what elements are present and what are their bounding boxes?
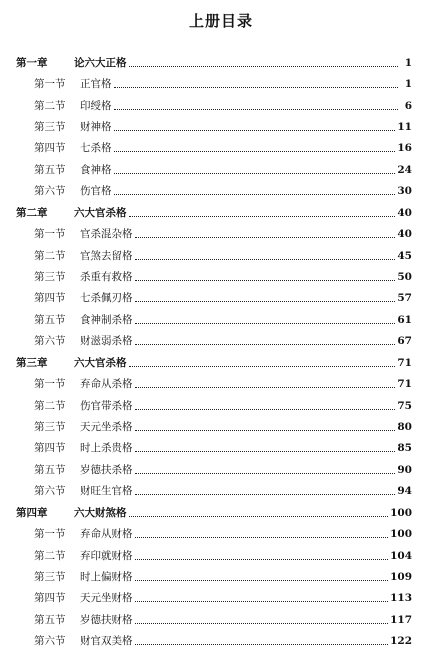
section-title: 财官双美格 — [80, 634, 133, 647]
page-number: 109 — [390, 570, 412, 583]
chapter-title: 六大财煞格 — [74, 507, 127, 519]
page-number: 85 — [397, 442, 412, 455]
page-number: 1 — [404, 57, 412, 69]
dot-leader — [135, 450, 396, 452]
toc-section-row[interactable] — [16, 566, 412, 584]
section-number: 第六节 — [34, 634, 66, 647]
section-number: 第二节 — [34, 249, 66, 262]
dot-leader — [129, 65, 399, 67]
section-title: 弃命从财格 — [80, 528, 133, 541]
page-number: 94 — [397, 484, 412, 497]
page-number: 100 — [390, 528, 412, 541]
section-number: 第二节 — [34, 549, 66, 562]
toc-section-row[interactable] — [16, 330, 412, 348]
toc-section-row[interactable] — [16, 287, 412, 305]
dot-leader — [135, 386, 396, 388]
toc-section-row[interactable] — [16, 395, 412, 413]
section-title: 财旺生官格 — [80, 484, 133, 497]
section-number: 第四节 — [34, 292, 66, 305]
chapter-title: 论六大正格 — [74, 57, 127, 69]
toc-section-row[interactable] — [16, 630, 412, 648]
dot-leader — [114, 193, 396, 195]
toc-section-row[interactable] — [16, 116, 412, 134]
toc-section-row[interactable] — [16, 73, 412, 91]
section-title: 正官格 — [80, 78, 112, 91]
page-number: 122 — [390, 634, 412, 647]
section-number: 第二节 — [34, 99, 66, 112]
page-number: 104 — [390, 549, 412, 562]
dot-leader — [135, 493, 396, 495]
page-number: 16 — [397, 142, 412, 155]
toc-chapter-row[interactable] — [16, 202, 412, 220]
toc-chapter-row[interactable] — [16, 352, 412, 370]
dot-leader — [135, 472, 396, 474]
section-title: 伤官格 — [80, 184, 112, 197]
page-number: 1 — [404, 78, 412, 91]
dot-leader — [135, 600, 389, 602]
section-number: 第四节 — [34, 442, 66, 455]
page-number: 113 — [390, 592, 412, 605]
section-title: 财神格 — [80, 120, 112, 133]
page-number: 117 — [390, 613, 412, 626]
section-title: 杀重有救格 — [80, 270, 133, 283]
toc-chapter-row[interactable] — [16, 502, 412, 520]
page-number: 67 — [397, 334, 412, 347]
dot-leader — [135, 429, 396, 431]
section-number: 第三节 — [34, 270, 66, 283]
page-number: 100 — [390, 507, 412, 519]
toc-section-row[interactable] — [16, 545, 412, 563]
dot-leader — [135, 643, 389, 645]
page-number: 30 — [397, 184, 412, 197]
page-number: 24 — [397, 163, 412, 176]
page-number: 40 — [397, 228, 412, 241]
section-title: 岁德扶财格 — [80, 613, 133, 626]
dot-leader — [135, 236, 396, 238]
toc-section-row[interactable] — [16, 180, 412, 198]
dot-leader — [135, 408, 396, 410]
toc-section-row[interactable] — [16, 373, 412, 391]
page-number: 57 — [397, 292, 412, 305]
dot-leader — [135, 322, 396, 324]
section-number: 第五节 — [34, 313, 66, 326]
page-number: 6 — [404, 99, 412, 112]
page-number: 90 — [397, 463, 412, 476]
page-number: 71 — [397, 357, 412, 369]
page-number: 75 — [397, 399, 412, 412]
section-title: 弃命从杀格 — [80, 378, 133, 391]
toc-section-row[interactable] — [16, 95, 412, 113]
section-title: 七杀佩刃格 — [80, 292, 133, 305]
section-number: 第六节 — [34, 334, 66, 347]
chapter-title: 六大官杀格 — [74, 357, 127, 369]
toc-section-row[interactable] — [16, 523, 412, 541]
page-number: 45 — [397, 249, 412, 262]
section-number: 第六节 — [34, 484, 66, 497]
section-title: 时上偏财格 — [80, 570, 133, 583]
section-number: 第四节 — [34, 142, 66, 155]
section-number: 第一节 — [34, 378, 66, 391]
section-title: 印绶格 — [80, 99, 112, 112]
page-title: 上册目录 — [188, 12, 253, 30]
section-number: 第六节 — [34, 184, 66, 197]
dot-leader — [135, 343, 396, 345]
section-title: 官杀混杂格 — [80, 228, 133, 241]
page-number: 40 — [397, 207, 412, 219]
dot-leader — [129, 215, 396, 217]
toc-section-row[interactable] — [16, 459, 412, 477]
section-number: 第五节 — [34, 163, 66, 176]
section-title: 财滋弱杀格 — [80, 334, 133, 347]
toc-section-row[interactable] — [16, 437, 412, 455]
page-number: 80 — [397, 420, 412, 433]
page-number: 50 — [397, 270, 412, 283]
dot-leader — [135, 536, 389, 538]
section-title: 伤官带杀格 — [80, 399, 133, 412]
dot-leader — [114, 108, 399, 110]
section-title: 食神制杀格 — [80, 313, 133, 326]
toc-section-row[interactable] — [16, 137, 412, 155]
section-number: 第三节 — [34, 570, 66, 583]
chapter-title: 六大官杀格 — [74, 207, 127, 219]
dot-leader — [135, 579, 389, 581]
section-title: 时上杀贵格 — [80, 442, 133, 455]
section-number: 第一节 — [34, 78, 66, 91]
dot-leader — [135, 258, 396, 260]
section-title: 岁德扶杀格 — [80, 463, 133, 476]
dot-leader — [135, 622, 389, 624]
toc-section-row[interactable] — [16, 480, 412, 498]
dot-leader — [114, 129, 396, 131]
toc-section-row[interactable] — [16, 245, 412, 263]
section-title: 官煞去留格 — [80, 249, 133, 262]
toc-section-row[interactable] — [16, 587, 412, 605]
page-number: 11 — [397, 120, 412, 133]
dot-leader — [135, 279, 396, 281]
toc-section-row[interactable] — [16, 309, 412, 327]
toc-section-row[interactable] — [16, 223, 412, 241]
section-number: 第四节 — [34, 592, 66, 605]
page-number: 71 — [397, 378, 412, 391]
toc-chapter-row[interactable] — [16, 52, 412, 70]
toc-section-row[interactable] — [16, 266, 412, 284]
dot-leader — [114, 86, 399, 88]
section-title: 天元坐财格 — [80, 592, 133, 605]
section-number: 第二节 — [34, 399, 66, 412]
dot-leader — [129, 365, 396, 367]
page-number: 61 — [397, 313, 412, 326]
chapter-number: 第一章 — [16, 57, 48, 69]
section-number: 第三节 — [34, 120, 66, 133]
section-title: 七杀格 — [80, 142, 112, 155]
chapter-number: 第二章 — [16, 207, 48, 219]
section-title: 弃印就财格 — [80, 549, 133, 562]
dot-leader — [135, 300, 396, 302]
toc-section-row[interactable] — [16, 609, 412, 627]
section-number: 第一节 — [34, 528, 66, 541]
section-title: 食神格 — [80, 163, 112, 176]
section-title: 天元坐杀格 — [80, 420, 133, 433]
chapter-number: 第四章 — [16, 507, 48, 519]
toc-section-row[interactable] — [16, 416, 412, 434]
section-number: 第五节 — [34, 613, 66, 626]
dot-leader — [114, 150, 396, 152]
toc-section-row[interactable] — [16, 159, 412, 177]
section-number: 第三节 — [34, 420, 66, 433]
section-number: 第一节 — [34, 228, 66, 241]
dot-leader — [129, 515, 389, 517]
dot-leader — [135, 558, 389, 560]
chapter-number: 第三章 — [16, 357, 48, 369]
dot-leader — [114, 172, 396, 174]
section-number: 第五节 — [34, 463, 66, 476]
